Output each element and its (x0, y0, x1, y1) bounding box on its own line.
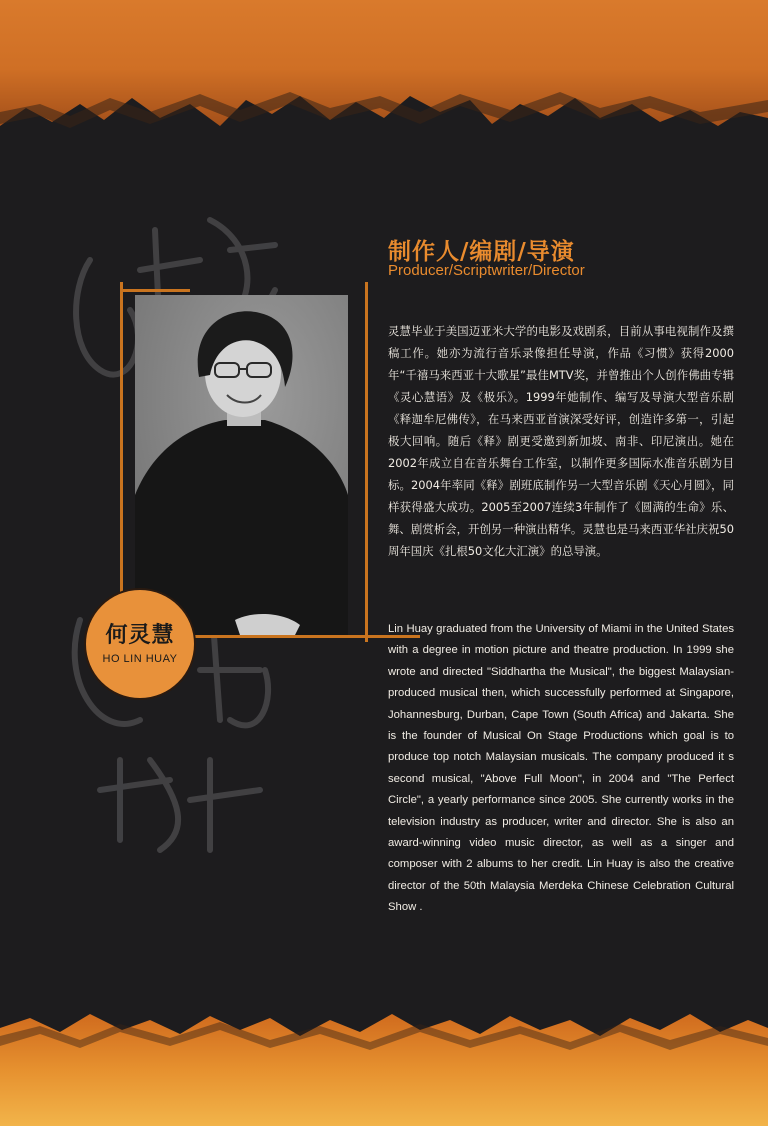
name-english: HO LIN HUAY (102, 653, 178, 665)
frame-top-bar (120, 289, 190, 292)
frame-bottom-bar (190, 635, 420, 638)
name-badge (86, 590, 194, 698)
role-title-english: Producer/Scriptwriter/Director (388, 262, 585, 279)
role-title-chinese: 制作人/编剧/导演 (388, 239, 575, 265)
biography-english: Lin Huay graduated from the University of Miami in the United States with a degree in motion picture and theatre production. In 1999 she wrote and directed "Siddhartha the Musical", the biggest Malaysian-produced musical then, which successfully performed at Singapore, Johannesburg, Durban, Cape Town (South Africa) and Jakarta. She is the founder of Musical On Stage Productions which goal is to produce top notch Malaysian musicals. The company produced it s second musical, "Above Full Moon", in 2004 and "The Perfect Circle", a yearly performance since 2005. She currently works in the television industry as producer, writer and director. She is also an award-winning video music director, as well as a singer and composer with 2 albums to her credit. Lin Huay is also the creative director of the 50th Malaysia Merdeka Chinese Celebration Cultural Show . (388, 623, 734, 914)
top-torn-band (0, 0, 768, 140)
bottom-torn-band (0, 1000, 768, 1126)
name-chinese: 何灵慧 (105, 623, 175, 648)
biography-chinese: 灵慧毕业于美国迈亚米大学的电影及戏剧系，目前从事电视制作及撰稿工作。她亦为流行音乐录像担任导演，作品《习惯》获得2000年“千禧马来西亚十大歌星”最佳MTV奖，并曾推出个人创作佛曲专辑《灵心慧语》及《极乐》。1999年她制作、编写及导演大型音乐剧《释迦牟尼佛传》，在马来西亚首演深受好评，创造许多第一，引起极大回响。随后《释》剧更受邀到新加坡、南非、印尼演出。她在2002年成立自在音乐舞台工作室，以制作更多国际水准音乐剧为目标。2004年率同《释》剧班底制作另一大型音乐剧《天心月圆》，同样获得盛大成功。2005至2007连续3年制作了《圆满的生命》乐、舞、剧赏析会，开创另一种演出精华。灵慧也是马来西亚华社庆祝50周年国庆《扎根50文化大汇演》的总导演。 (388, 324, 734, 558)
portrait-photo (135, 295, 348, 635)
portrait-illustration (135, 295, 348, 635)
